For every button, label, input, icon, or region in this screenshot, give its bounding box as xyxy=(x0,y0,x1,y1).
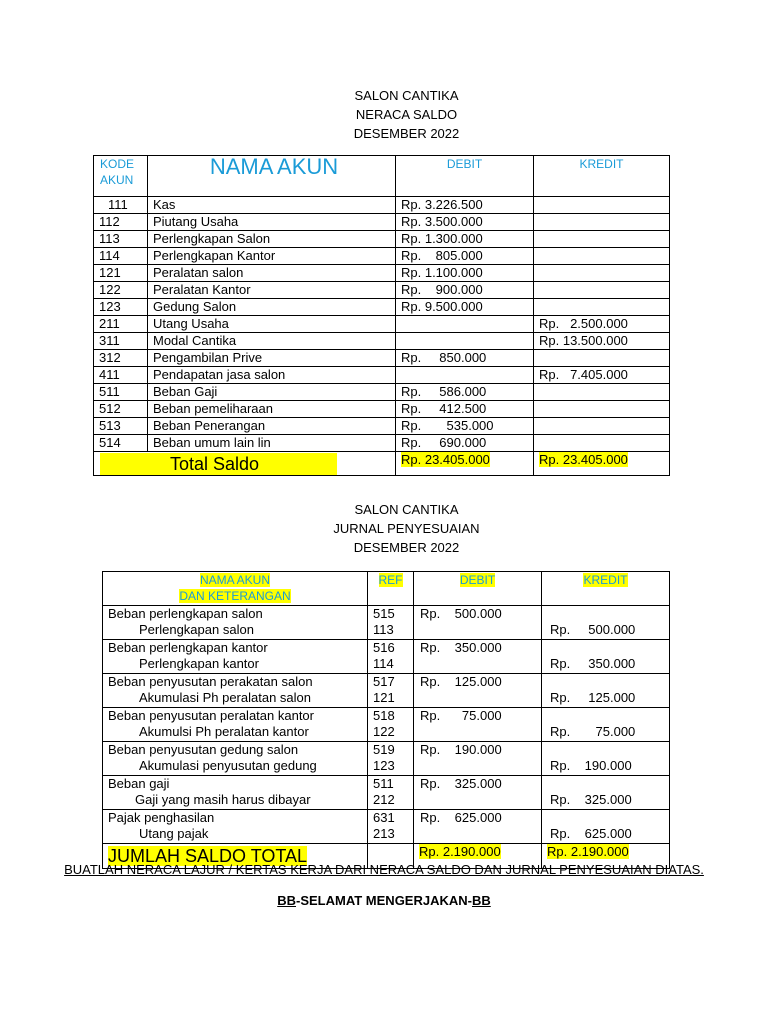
total-saldo-label-cell xyxy=(94,452,396,476)
jumlah-kredit: Rp. 2.190.000 xyxy=(547,844,629,859)
jurnal-title-1: SALON CANTIKA xyxy=(354,502,459,517)
neraca-row xyxy=(94,248,670,265)
neraca-title-3: DESEMBER 2022 xyxy=(353,126,460,141)
jurnal-cell-ref xyxy=(368,640,414,674)
jurnal-k-ref: 122 xyxy=(373,724,395,739)
neraca-cell-debit: Rp. 690.000 xyxy=(396,435,534,452)
neraca-cell-kredit xyxy=(534,401,670,418)
jurnal-ref-header: REF xyxy=(368,572,414,606)
jurnal-cell-debit xyxy=(414,810,542,844)
neraca-row xyxy=(94,418,670,435)
jurnal-debit: Rp. 350.000 xyxy=(420,640,502,655)
instruction-text: BUATLAH NERACA LAJUR / KERTAS KERJA DARI NERACA SALDO DAN JURNAL PENYESUAIAN DIATAS. xyxy=(64,862,704,877)
neraca-cell-nama: Perlengkapan Salon xyxy=(148,231,396,248)
jurnal-k-akun: Utang pajak xyxy=(139,826,209,841)
neraca-cell-debit: Rp. 412.500 xyxy=(396,401,534,418)
jurnal-cell-akun xyxy=(103,606,368,640)
jurnal-cell-ref xyxy=(368,708,414,742)
jurnal-cell-kredit xyxy=(542,606,670,640)
jurnal-debit: Rp. 190.000 xyxy=(420,742,502,757)
neraca-cell-kode: 513 xyxy=(94,418,148,435)
neraca-cell-nama: Gedung Salon xyxy=(148,299,396,316)
neraca-row xyxy=(94,435,670,452)
jurnal-k-akun: Perlengkapan salon xyxy=(139,622,254,637)
neraca-cell-kredit: Rp. 7.405.000 xyxy=(534,367,670,384)
jurnal-cell-akun xyxy=(103,776,368,810)
neraca-row xyxy=(94,316,670,333)
closing-text: BB-SELAMAT MENGERJAKAN-BB xyxy=(277,893,491,908)
jurnal-title-2: JURNAL PENYESUAIAN xyxy=(333,521,480,536)
jurnal-d-ref: 515 xyxy=(373,606,395,621)
jurnal-cell-ref xyxy=(368,674,414,708)
jurnal-kredit: Rp. 500.000 xyxy=(550,622,636,637)
neraca-cell-nama: Pendapatan jasa salon xyxy=(148,367,396,384)
neraca-cell-kredit xyxy=(534,384,670,401)
neraca-row xyxy=(94,367,670,384)
jurnal-d-akun: Beban penyusutan peralatan kantor xyxy=(108,708,314,723)
jurnal-cell-kredit xyxy=(542,776,670,810)
neraca-cell-kredit xyxy=(534,231,670,248)
jurnal-nama-header: NAMA AKUN DAN KETERANGAN xyxy=(103,572,368,606)
neraca-cell-debit: Rp. 3.226.500 xyxy=(396,197,534,214)
neraca-cell-kode: 122 xyxy=(94,282,148,299)
neraca-cell-kredit xyxy=(534,248,670,265)
neraca-cell-nama: Beban umum lain lin xyxy=(148,435,396,452)
neraca-cell-debit: Rp. 805.000 xyxy=(396,248,534,265)
jurnal-kredit: Rp. 125.000 xyxy=(550,690,636,705)
neraca-cell-kode: 114 xyxy=(94,248,148,265)
jurnal-cell-debit xyxy=(414,640,542,674)
jurnal-k-akun: Perlengkapan kantor xyxy=(139,656,259,671)
neraca-cell-nama: Beban Penerangan xyxy=(148,418,396,435)
neraca-cell-kredit xyxy=(534,197,670,214)
jurnal-cell-kredit xyxy=(542,810,670,844)
neraca-cell-nama: Beban Gaji xyxy=(148,384,396,401)
jurnal-d-akun: Pajak penghasilan xyxy=(108,810,215,825)
neraca-cell-nama: Utang Usaha xyxy=(148,316,396,333)
neraca-cell-kode: 512 xyxy=(94,401,148,418)
neraca-cell-debit: Rp. 586.000 xyxy=(396,384,534,401)
neraca-cell-kredit xyxy=(534,418,670,435)
neraca-cell-debit: Rp. 1.300.000 xyxy=(396,231,534,248)
jurnal-cell-debit xyxy=(414,674,542,708)
neraca-cell-nama: Peralatan salon xyxy=(148,265,396,282)
neraca-cell-debit: Rp. 535.000 xyxy=(396,418,534,435)
neraca-cell-kode: 511 xyxy=(94,384,148,401)
jurnal-cell-debit xyxy=(414,708,542,742)
total-debit-cell xyxy=(396,452,534,476)
neraca-cell-kode: 311 xyxy=(94,333,148,350)
jurnal-entry xyxy=(103,640,670,674)
jurnal-kredit: Rp. 350.000 xyxy=(550,656,636,671)
jurnal-debit: Rp. 75.000 xyxy=(420,708,502,723)
neraca-cell-kredit xyxy=(534,299,670,316)
jurnal-k-ref: 121 xyxy=(373,690,395,705)
jurnal-penyesuaian-table xyxy=(102,571,670,869)
neraca-cell-debit: Rp. 9.500.000 xyxy=(396,299,534,316)
jurnal-k-ref: 212 xyxy=(373,792,395,807)
neraca-row xyxy=(94,401,670,418)
jurnal-d-akun: Beban penyusutan gedung salon xyxy=(108,742,299,757)
jurnal-cell-akun xyxy=(103,640,368,674)
kode-akun-header: KODE AKUN xyxy=(94,156,148,197)
neraca-cell-kode: 123 xyxy=(94,299,148,316)
jurnal-cell-ref xyxy=(368,742,414,776)
jurnal-d-ref: 518 xyxy=(373,708,395,723)
neraca-row xyxy=(94,197,670,214)
jurnal-k-akun: Akumulsi Ph peralatan kantor xyxy=(139,724,309,739)
neraca-cell-kredit xyxy=(534,282,670,299)
jurnal-entry xyxy=(103,674,670,708)
jurnal-k-ref: 213 xyxy=(373,826,395,841)
jurnal-d-akun: Beban gaji xyxy=(108,776,170,791)
jurnal-cell-debit xyxy=(414,776,542,810)
jurnal-kredit: Rp. 190.000 xyxy=(550,758,632,773)
neraca-cell-kode: 312 xyxy=(94,350,148,367)
jumlah-debit: Rp. 2.190.000 xyxy=(419,844,501,859)
neraca-cell-kode: 113 xyxy=(94,231,148,248)
jumlah-saldo-label: JUMLAH SALDO TOTAL xyxy=(108,846,308,866)
jurnal-cell-ref xyxy=(368,606,414,640)
jurnal-cell-kredit xyxy=(542,640,670,674)
jurnal-d-akun: Beban perlengkapan salon xyxy=(108,606,263,621)
jurnal-cell-ref xyxy=(368,776,414,810)
jurnal-k-ref: 123 xyxy=(373,758,395,773)
neraca-row xyxy=(94,333,670,350)
jurnal-cell-kredit xyxy=(542,742,670,776)
jurnal-entry xyxy=(103,708,670,742)
jurnal-entry xyxy=(103,742,670,776)
jurnal-entry xyxy=(103,810,670,844)
neraca-cell-nama: Piutang Usaha xyxy=(148,214,396,231)
jurnal-d-ref: 511 xyxy=(373,776,394,791)
jurnal-title-3: DESEMBER 2022 xyxy=(353,540,460,555)
neraca-cell-nama: Pengambilan Prive xyxy=(148,350,396,367)
jurnal-cell-akun xyxy=(103,742,368,776)
neraca-cell-nama: Beban pemeliharaan xyxy=(148,401,396,418)
neraca-cell-kode: 411 xyxy=(94,367,148,384)
neraca-cell-debit xyxy=(396,333,534,350)
debit-header: DEBIT xyxy=(396,156,534,197)
jurnal-cell-kredit xyxy=(542,674,670,708)
neraca-row xyxy=(94,384,670,401)
neraca-row xyxy=(94,350,670,367)
neraca-cell-kredit: Rp. 2.500.000 xyxy=(534,316,670,333)
neraca-row xyxy=(94,214,670,231)
neraca-cell-debit xyxy=(396,316,534,333)
neraca-cell-kredit xyxy=(534,214,670,231)
jurnal-k-ref: 113 xyxy=(373,622,394,637)
neraca-cell-kode: 211 xyxy=(94,316,148,333)
neraca-cell-nama: Modal Cantika xyxy=(148,333,396,350)
jurnal-cell-ref xyxy=(368,810,414,844)
neraca-cell-debit: Rp. 900.000 xyxy=(396,282,534,299)
jurnal-cell-kredit xyxy=(542,708,670,742)
jurnal-cell-debit xyxy=(414,606,542,640)
neraca-cell-kredit xyxy=(534,350,670,367)
kredit-header: KREDIT xyxy=(534,156,670,197)
neraca-cell-kode: 121 xyxy=(94,265,148,282)
jurnal-kredit: Rp. 75.000 xyxy=(550,724,636,739)
jurnal-cell-akun xyxy=(103,810,368,844)
total-saldo-label: Total Saldo xyxy=(100,453,337,475)
neraca-row xyxy=(94,231,670,248)
jurnal-debit-header: DEBIT xyxy=(414,572,542,606)
neraca-cell-nama: Perlengkapan Kantor xyxy=(148,248,396,265)
total-debit: Rp. 23.405.000 xyxy=(401,452,490,467)
neraca-row xyxy=(94,299,670,316)
jurnal-entry xyxy=(103,776,670,810)
neraca-cell-debit: Rp. 850.000 xyxy=(396,350,534,367)
jurnal-debit: Rp. 125.000 xyxy=(420,674,502,689)
total-kredit: Rp. 23.405.000 xyxy=(539,452,628,467)
total-kredit-cell xyxy=(534,452,670,476)
jurnal-debit: Rp. 500.000 xyxy=(420,606,502,621)
neraca-title-1: SALON CANTIKA xyxy=(354,88,459,103)
neraca-cell-kode: 111 xyxy=(94,197,148,214)
neraca-cell-kredit xyxy=(534,265,670,282)
neraca-title-2: NERACA SALDO xyxy=(355,107,458,122)
neraca-cell-debit xyxy=(396,367,534,384)
jurnal-cell-akun xyxy=(103,708,368,742)
jurnal-k-akun: Akumulasi Ph peralatan salon xyxy=(139,690,311,705)
neraca-saldo-table xyxy=(93,155,670,476)
jurnal-kredit: Rp. 625.000 xyxy=(550,826,632,841)
jurnal-kredit: Rp. 325.000 xyxy=(550,792,632,807)
jurnal-kredit-header: KREDIT xyxy=(542,572,670,606)
jurnal-d-akun: Beban penyusutan perakatan salon xyxy=(108,674,313,689)
jurnal-d-ref: 519 xyxy=(373,742,395,757)
jurnal-cell-akun xyxy=(103,674,368,708)
jurnal-d-ref: 631 xyxy=(373,810,395,825)
jurnal-k-akun: Akumulasi penyusutan gedung xyxy=(139,758,317,773)
neraca-cell-kredit xyxy=(534,435,670,452)
neraca-cell-debit: Rp. 3.500.000 xyxy=(396,214,534,231)
neraca-row xyxy=(94,265,670,282)
neraca-cell-debit: Rp. 1.100.000 xyxy=(396,265,534,282)
jurnal-debit: Rp. 625.000 xyxy=(420,810,502,825)
jurnal-d-akun: Beban perlengkapan kantor xyxy=(108,640,268,655)
neraca-row xyxy=(94,282,670,299)
neraca-cell-kode: 112 xyxy=(94,214,148,231)
neraca-cell-kredit: Rp. 13.500.000 xyxy=(534,333,670,350)
jurnal-entry xyxy=(103,606,670,640)
neraca-cell-nama: Peralatan Kantor xyxy=(148,282,396,299)
neraca-cell-kode: 514 xyxy=(94,435,148,452)
jurnal-cell-debit xyxy=(414,742,542,776)
jurnal-k-ref: 114 xyxy=(373,656,394,671)
jurnal-k-akun: Gaji yang masih harus dibayar xyxy=(135,792,311,807)
jurnal-debit: Rp. 325.000 xyxy=(420,776,502,791)
jurnal-d-ref: 516 xyxy=(373,640,395,655)
nama-akun-header: NAMA AKUN xyxy=(148,156,396,197)
neraca-cell-nama: Kas xyxy=(148,197,396,214)
jurnal-d-ref: 517 xyxy=(373,674,395,689)
